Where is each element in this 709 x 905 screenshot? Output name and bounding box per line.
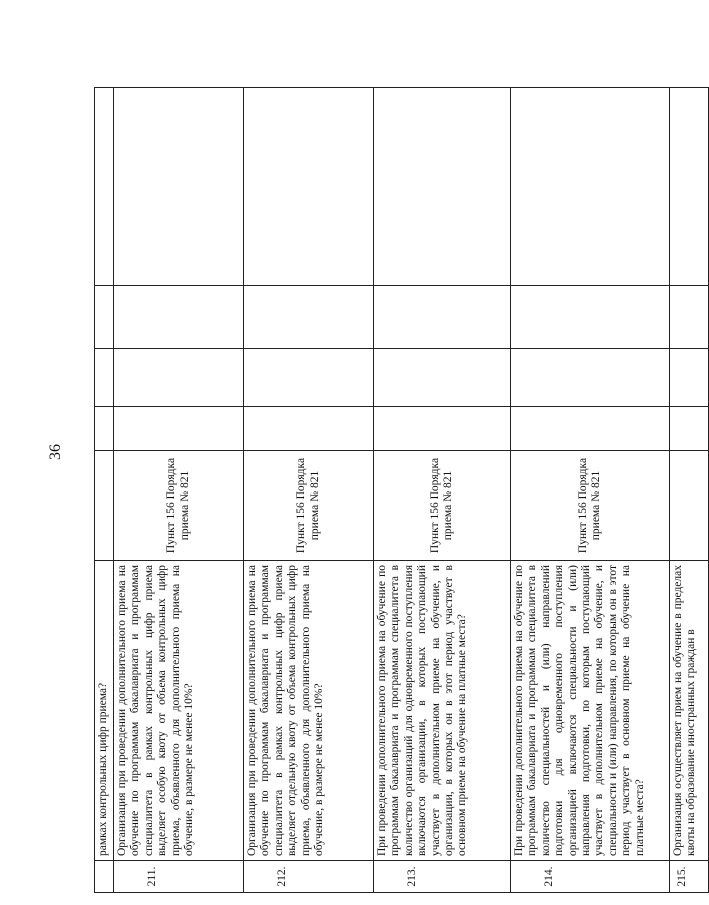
answer-yes-cell: [374, 407, 511, 451]
answer-yes-cell: [511, 407, 670, 451]
question-text: Организация осуществляет прием на обучение в пределах квоты на образование иностранных граждан в: [670, 561, 709, 861]
answer-na-cell: [670, 286, 709, 349]
question-text: Организация при проведении дополнительного приема на обучение по программам бакалавриата и программам специалитета в рамках контрольных цифр приема выделяет отдельную квоту от объема контрольных цифр приема, объявленного для дополнительного приема на обучение, в размере не менее 10%?: [244, 561, 374, 861]
legal-reference: Пункт 156 Порядка приема № 821: [114, 451, 244, 561]
checklist-table: [94, 87, 709, 893]
row-number: 211.: [114, 861, 244, 893]
rotated-page: [82, 0, 698, 905]
legal-reference: Пункт 156 Порядка приема № 821: [244, 451, 374, 561]
legal-reference: [95, 451, 114, 561]
answer-yes-cell: [244, 407, 374, 451]
answer-na-cell: [114, 286, 244, 349]
answer-na-cell: [511, 286, 670, 349]
table-row: [95, 88, 114, 893]
notes-cell: [114, 88, 244, 286]
table-row: [114, 88, 244, 893]
table-row: [374, 88, 511, 893]
row-number: 213.: [374, 861, 511, 893]
table-row: [670, 88, 709, 893]
answer-no-cell: [244, 349, 374, 407]
page-number: 36: [47, 444, 64, 460]
notes-cell: [670, 88, 709, 286]
table-row: [244, 88, 374, 893]
answer-na-cell: [95, 286, 114, 349]
question-text: Организация при проведении дополнительного приема на обучение по программам бакалавриата и программам специалитета в рамках контрольных цифр приема выделяет особую квоту от объема контрольных цифр приема, объявленного для дополнительного приема на обучение, в размере не менее 10%?: [114, 561, 244, 861]
question-text: При проведении дополнительного приема на обучение по программам бакалавриата и программам специалитета в количество специальностей и (или) направлений подготовки для одновременного поступления организацией включаются специальности и (или) направления подготовки, по которым поступающий участвует в дополнительном приеме на обучение, и специальности и (или) направления, по которым он в этот период участвует в основном приеме на обучение на платные места?: [511, 561, 670, 861]
row-number: [95, 861, 114, 893]
answer-yes-cell: [670, 407, 709, 451]
notes-cell: [95, 88, 114, 286]
question-text: рамках контрольных цифр приема?: [95, 561, 114, 861]
notes-cell: [244, 88, 374, 286]
answer-no-cell: [670, 349, 709, 407]
answer-na-cell: [374, 286, 511, 349]
answer-na-cell: [244, 286, 374, 349]
answer-no-cell: [374, 349, 511, 407]
notes-cell: [374, 88, 511, 286]
legal-reference: Пункт 156 Порядка приема № 821: [374, 451, 511, 561]
answer-yes-cell: [95, 407, 114, 451]
table-row: [511, 88, 670, 893]
answer-yes-cell: [114, 407, 244, 451]
question-text: При проведении дополнительного приема на обучение по программам бакалавриата и программам специалитета в количество организаций для одновременного поступления включаются организации, в которых поступающий участвует в дополнительном приеме на обучение, и организации, в которых он в этот период участвует в основном приеме на обучение на платные места?: [374, 561, 511, 861]
answer-no-cell: [95, 349, 114, 407]
legal-reference: [670, 451, 709, 561]
answer-no-cell: [114, 349, 244, 407]
row-number: 214.: [511, 861, 670, 893]
legal-reference: Пункт 156 Порядка приема № 821: [511, 451, 670, 561]
row-number: 215.: [670, 861, 709, 893]
row-number: 212.: [244, 861, 374, 893]
notes-cell: [511, 88, 670, 286]
answer-no-cell: [511, 349, 670, 407]
